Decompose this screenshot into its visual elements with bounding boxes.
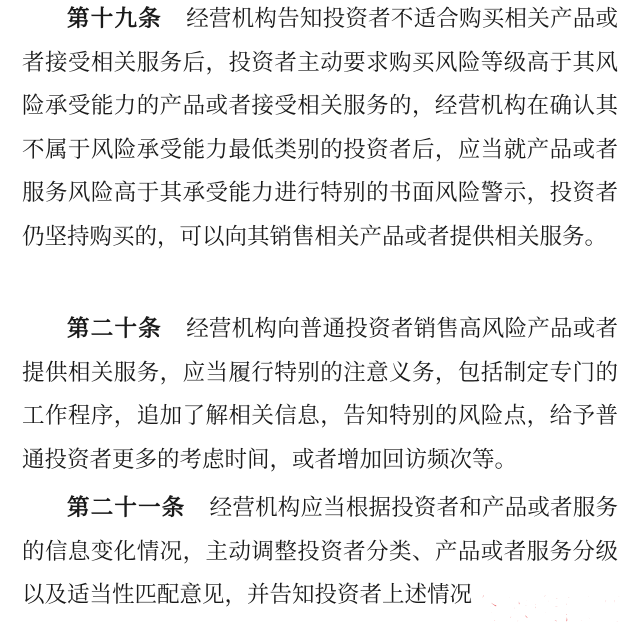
article-body: 经营机构应当根据投资者和产品或者服务的信息变化情况，主动调整投资者分类、产品或者服务分级以及适当性匹配意见，并告知投资者上述情况 bbox=[22, 495, 618, 608]
article-title: 第二十一条 bbox=[67, 495, 186, 521]
article-body: 经营机构向普通投资者销售高风险产品或者提供相关服务，应当履行特别的注意义务，包括制定专门的工作程序，追加了解相关信息，告知特别的风险点，给予普通投资者更多的考虑时间，或者增加回访频次等。 bbox=[22, 316, 618, 473]
article-19 bbox=[22, 0, 618, 259]
watermark-logo: 全球资源网 bbox=[469, 593, 624, 628]
article-title: 第十九条 bbox=[67, 6, 162, 32]
article-title: 第二十条 bbox=[67, 316, 162, 342]
article-20 bbox=[22, 308, 618, 482]
article-body: 经营机构告知投资者不适合购买相关产品或者接受相关服务后，投资者主动要求购买风险等级高于其风险承受能力的产品或者接受相关服务的，经营机构在确认其不属于风险承受能力最低类别的投资者后，应当就产品或者服务风险高于其承受能力进行特别的书面风险警示，投资者仍坚持购买的，可以向其销售相关产品或者提供相关服务。 bbox=[22, 6, 618, 250]
